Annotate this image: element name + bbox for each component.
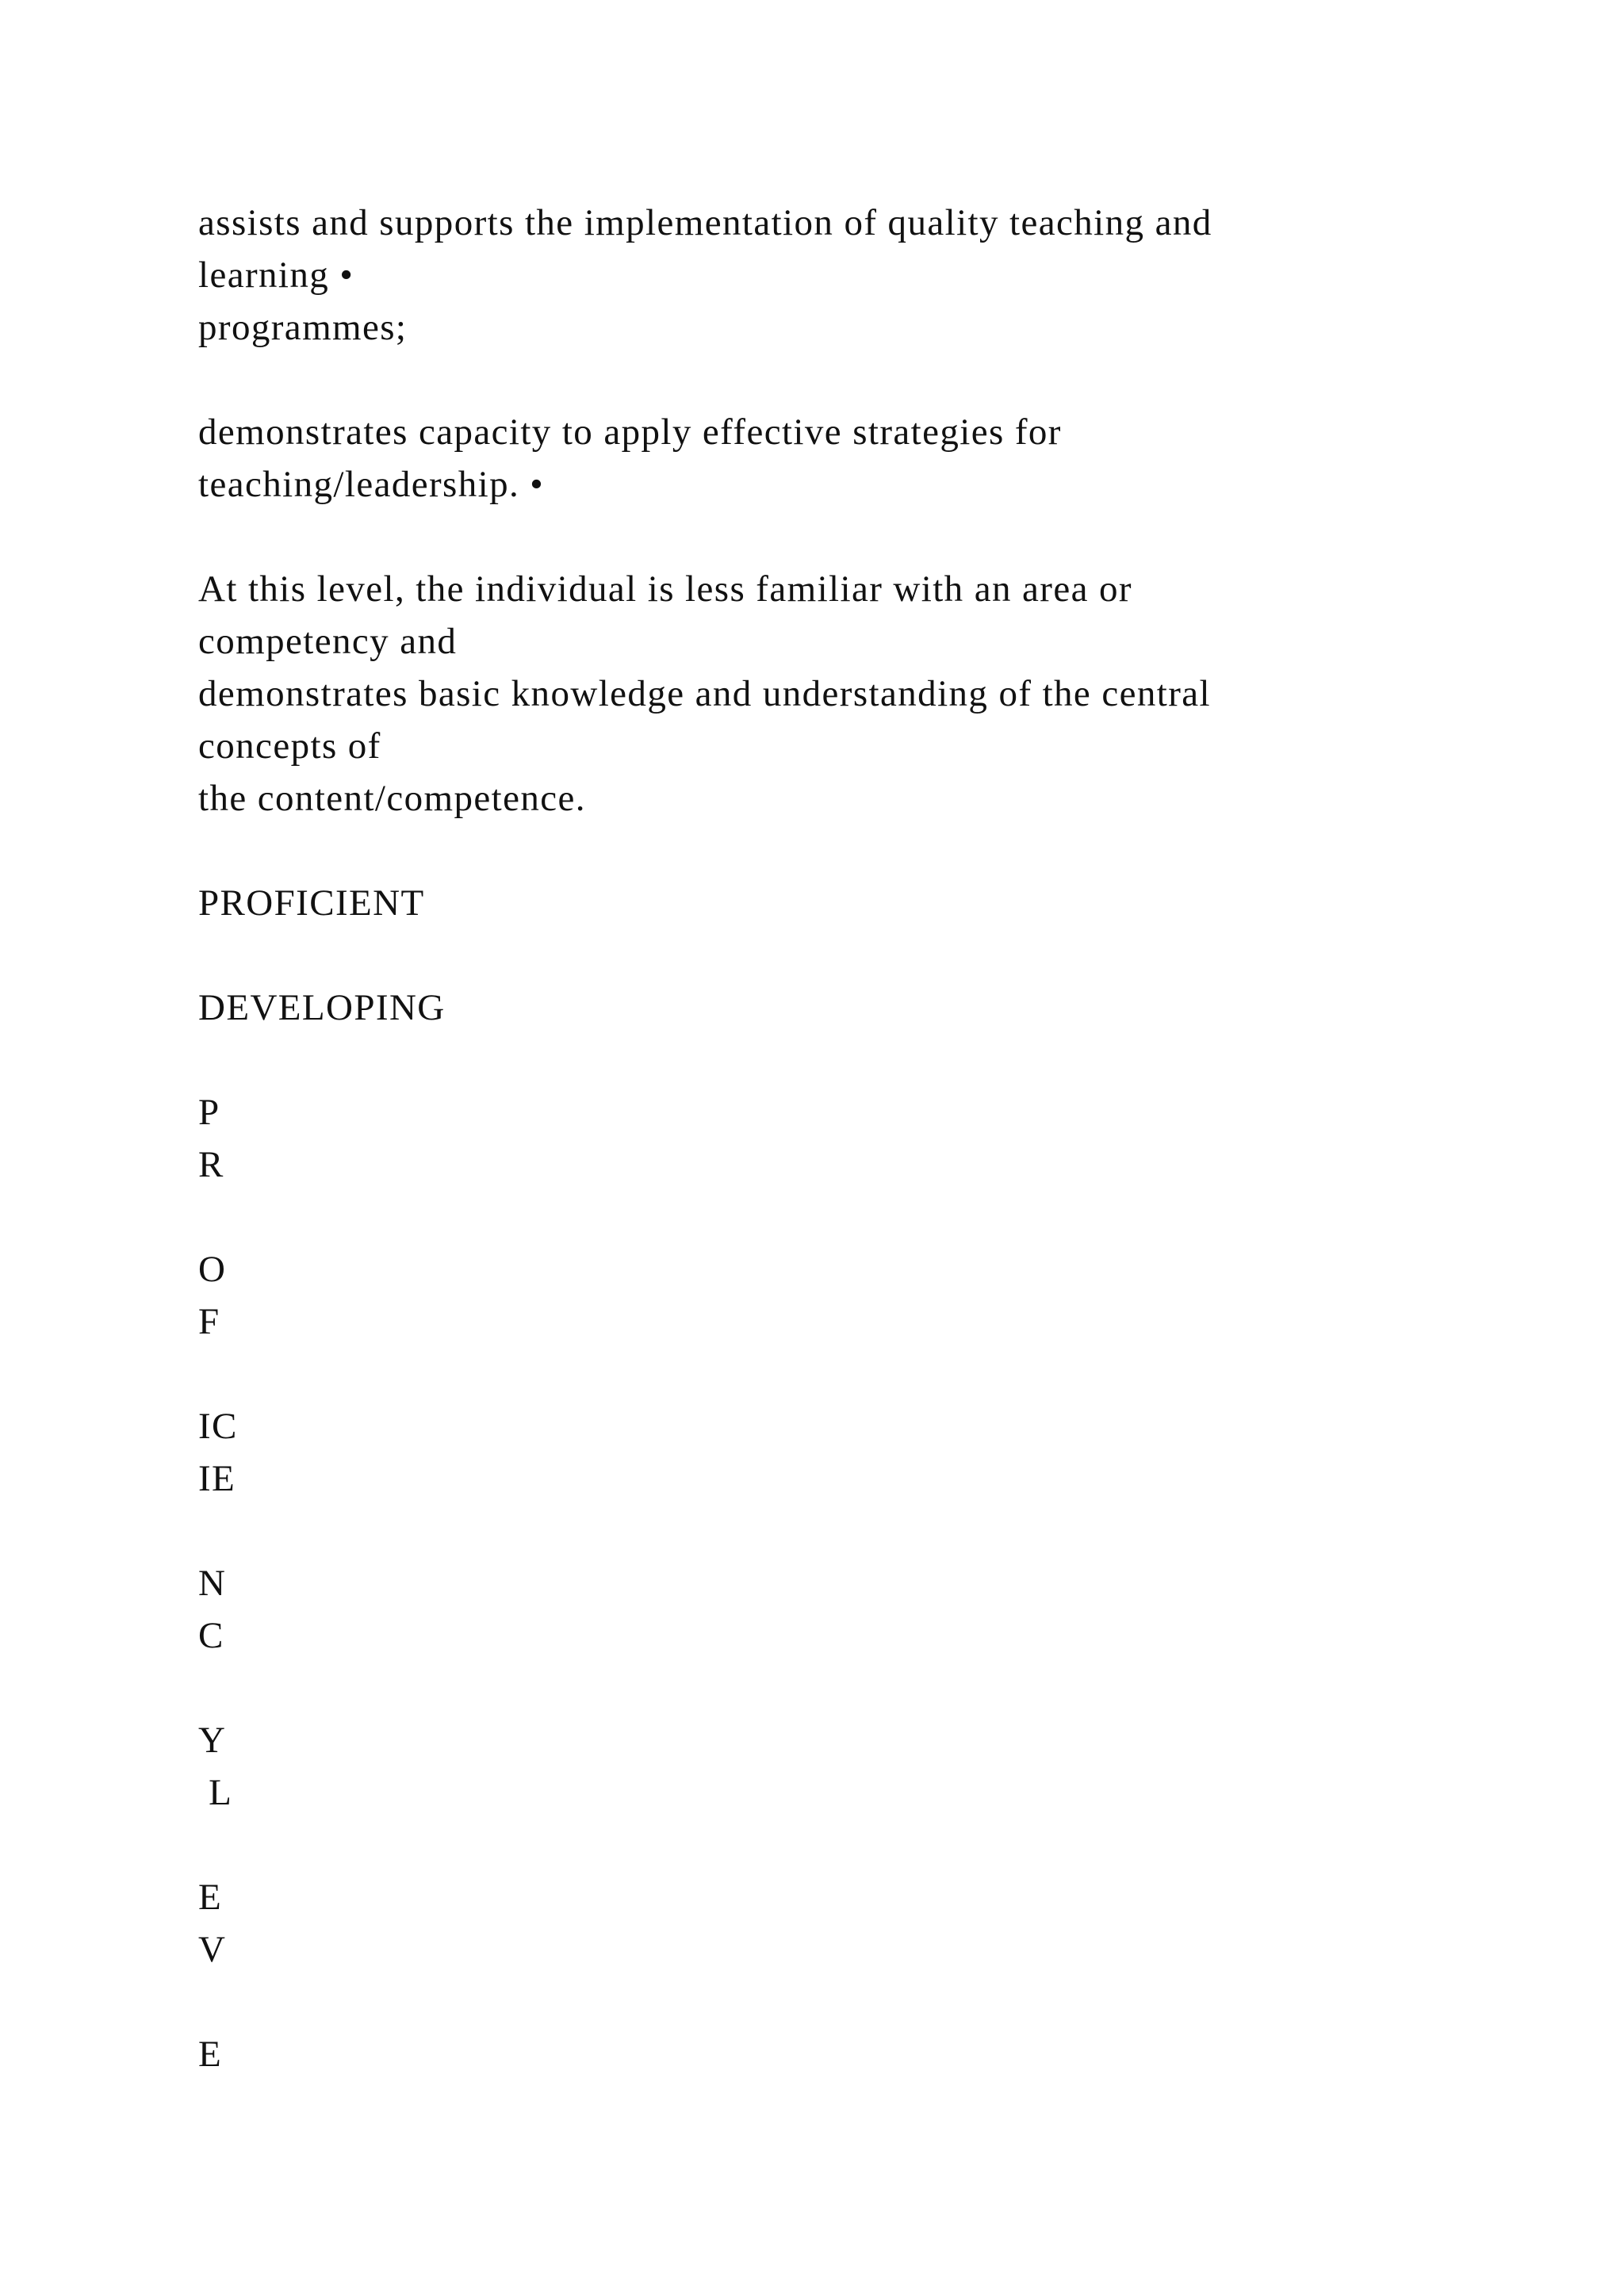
vertical-letter: E xyxy=(198,1877,223,1918)
text-line: programmes; xyxy=(198,307,408,348)
blank-line xyxy=(198,1662,1499,1714)
text-line: demonstrates capacity to apply effective strategies for xyxy=(198,411,1062,453)
vertical-letter: C xyxy=(198,1615,224,1656)
vertical-letter: IC xyxy=(198,1406,238,1447)
text-line: competency and xyxy=(198,621,458,662)
vertical-letter: Y xyxy=(198,1720,227,1761)
text-line: concepts of xyxy=(198,725,381,767)
text-line: learning • xyxy=(198,254,354,296)
vertical-letter: N xyxy=(198,1563,227,1604)
vertical-letter: IE xyxy=(198,1458,236,1499)
vertical-letter: V xyxy=(198,1929,227,1970)
vertical-letter: P xyxy=(198,1092,220,1133)
blank-line xyxy=(198,1191,1499,1243)
blank-line xyxy=(198,1976,1499,2028)
vertical-letter: F xyxy=(198,1301,220,1342)
vertical-letter: E xyxy=(198,2034,223,2075)
blank-line xyxy=(198,1819,1499,1871)
text-line: demonstrates basic knowledge and understanding of the central xyxy=(198,673,1211,714)
vertical-letter: L xyxy=(198,1772,233,1813)
text-line: At this level, the individual is less familiar with an area or xyxy=(198,568,1132,610)
document-body xyxy=(198,197,1499,2080)
blank-line xyxy=(198,1348,1499,1400)
heading-developing: DEVELOPING xyxy=(198,987,446,1028)
blank-line xyxy=(198,929,1499,982)
heading-proficient: PROFICIENT xyxy=(198,882,425,924)
blank-line xyxy=(198,511,1499,563)
blank-line xyxy=(198,825,1499,877)
text-line: the content/competence. xyxy=(198,778,586,819)
blank-line xyxy=(198,1034,1499,1086)
text-line: assists and supports the implementation of quality teaching and xyxy=(198,202,1212,243)
vertical-letter: R xyxy=(198,1144,224,1185)
blank-line xyxy=(198,1505,1499,1557)
blank-line xyxy=(198,354,1499,406)
text-line: teaching/leadership. • xyxy=(198,464,545,505)
vertical-letter: O xyxy=(198,1249,227,1290)
